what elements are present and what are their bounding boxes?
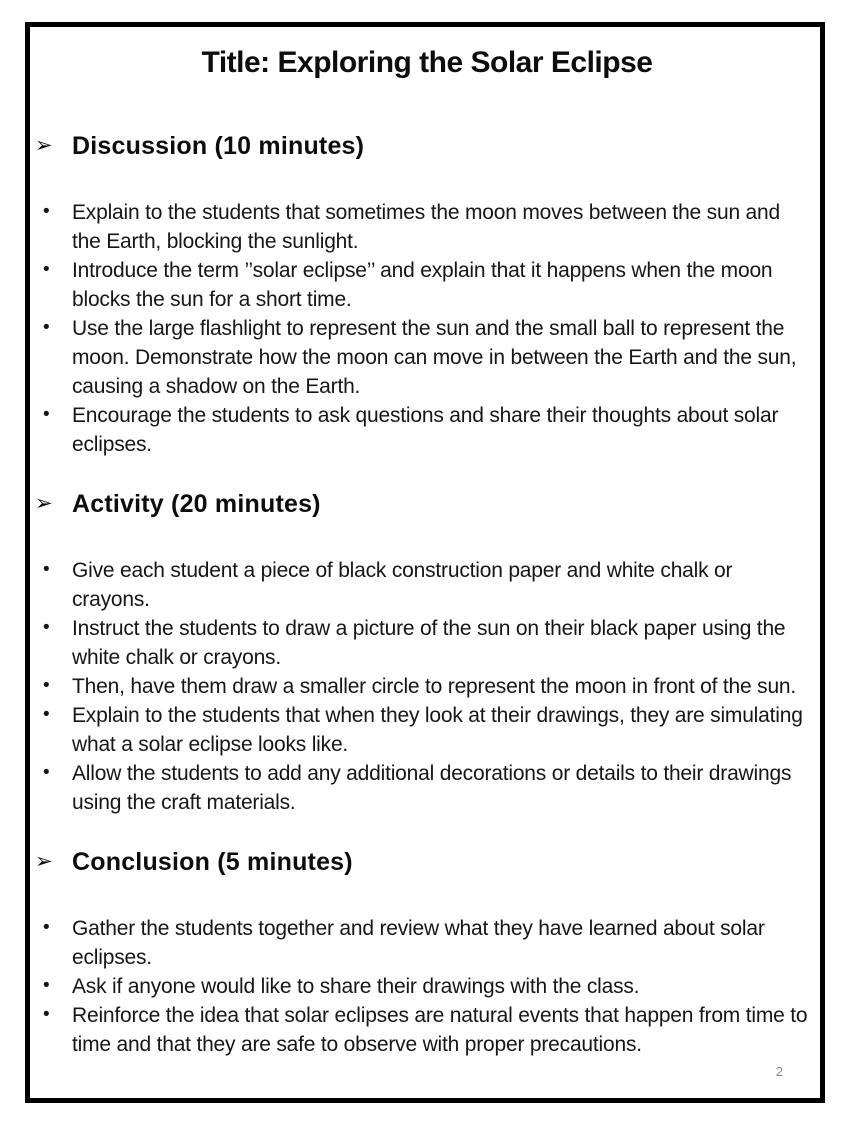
list-item-text: Explain to the students that sometimes the moon moves between the sun and the Earth, blocking the sunlight. [72, 201, 780, 253]
page-number: 2 [775, 1064, 783, 1079]
document-page [25, 22, 825, 1103]
bullet-list-activity [42, 556, 812, 817]
list-item [42, 914, 812, 972]
section-discussion [35, 131, 812, 459]
list-item [42, 401, 812, 459]
bullet-icon: • [43, 917, 50, 938]
list-item-text: Reinforce the idea that solar eclipses are natural events that happen from time to time and that they are safe to observe with proper precautions. [72, 1004, 808, 1056]
list-item [42, 672, 812, 701]
list-item [42, 198, 812, 256]
section-heading-label: Activity (20 minutes) [72, 490, 321, 518]
bullet-icon: • [43, 975, 50, 996]
bullet-icon: • [43, 259, 50, 280]
list-item-text: Then, have them draw a smaller circle to represent the moon in front of the sun. [72, 675, 797, 698]
list-item [42, 759, 812, 817]
list-item-text: Allow the students to add any additional decorations or details to their drawings using the craft materials. [72, 762, 792, 814]
page-title: Title: Exploring the Solar Eclipse [201, 46, 653, 79]
section-heading-label: Discussion (10 minutes) [72, 132, 365, 160]
list-item [42, 614, 812, 672]
section-heading-label: Conclusion (5 minutes) [72, 848, 353, 876]
section-conclusion [35, 847, 812, 1059]
list-item-text: Give each student a piece of black construction paper and white chalk or crayons. [72, 559, 733, 611]
arrow-bullet-icon: ➢ [35, 850, 53, 873]
bullet-list-conclusion [42, 914, 812, 1059]
list-item-text: Introduce the term ’’solar eclipse’’ and explain that it happens when the moon blocks the sun for a short time. [72, 259, 773, 311]
section-heading-discussion [35, 131, 812, 161]
list-item-text: Use the large flashlight to represent the sun and the small ball to represent the moon. Demonstrate how the moon can move in between the Earth and the sun, causing a shadow on the Earth. [72, 317, 797, 398]
section-heading-conclusion [35, 847, 812, 877]
list-item [42, 701, 812, 759]
list-item [42, 556, 812, 614]
section-activity [35, 489, 812, 817]
bullet-icon: • [43, 404, 50, 425]
list-item [42, 972, 812, 1001]
list-item-text: Encourage the students to ask questions and share their thoughts about solar eclipses. [72, 404, 779, 456]
bullet-icon: • [43, 201, 50, 222]
list-item-text: Ask if anyone would like to share their drawings with the class. [72, 975, 640, 998]
bullet-icon: • [43, 704, 50, 725]
bullet-icon: • [43, 317, 50, 338]
list-item [42, 314, 812, 401]
bullet-icon: • [43, 559, 50, 580]
arrow-bullet-icon: ➢ [35, 492, 53, 515]
list-item [42, 256, 812, 314]
list-item-text: Explain to the students that when they look at their drawings, they are simulating what a solar eclipse looks like. [72, 704, 803, 756]
arrow-bullet-icon: ➢ [35, 134, 53, 157]
bullet-icon: • [43, 617, 50, 638]
section-heading-activity [35, 489, 812, 519]
bullet-icon: • [43, 675, 50, 696]
bullet-icon: • [43, 762, 50, 783]
list-item-text: Instruct the students to draw a picture of the sun on their black paper using the white chalk or crayons. [72, 617, 786, 669]
bullet-icon: • [43, 1004, 50, 1025]
list-item [42, 1001, 812, 1059]
list-item-text: Gather the students together and review what they have learned about solar eclipses. [72, 917, 765, 969]
bullet-list-discussion [42, 198, 812, 459]
